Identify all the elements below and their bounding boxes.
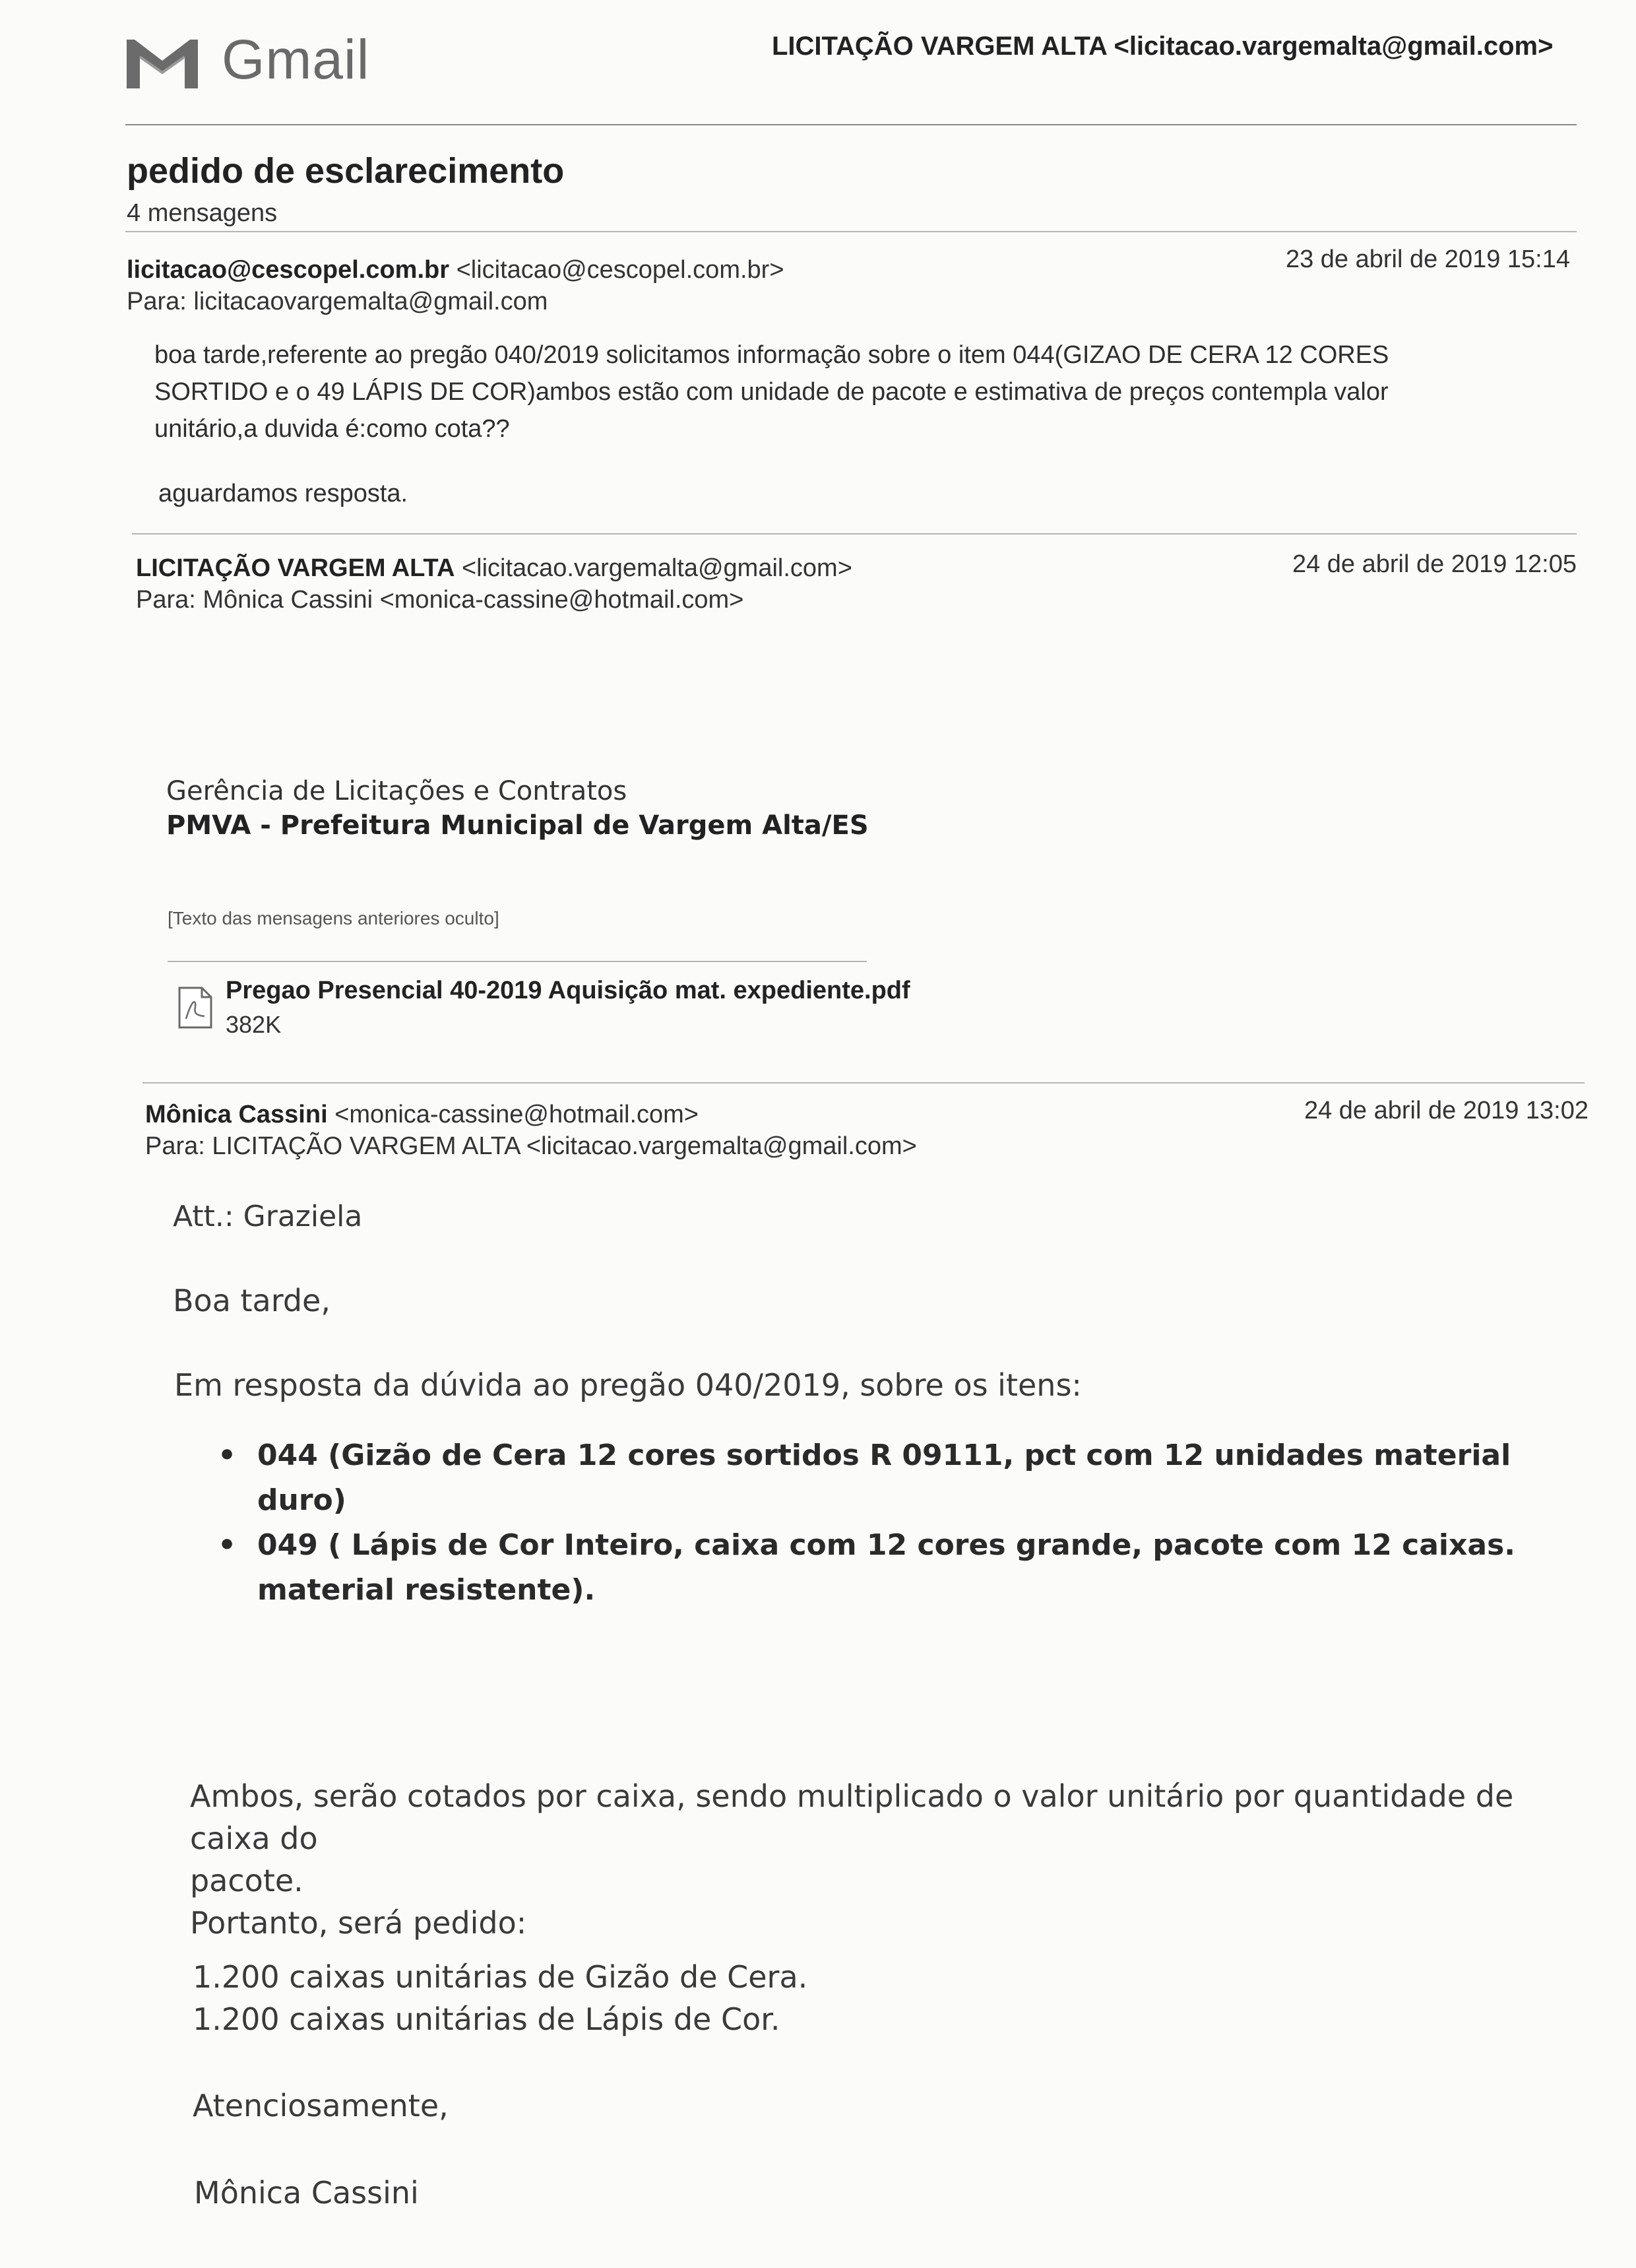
message-divider — [142, 1082, 1585, 1084]
thread-subject: pedido de esclarecimento — [127, 151, 565, 191]
header-divider — [125, 124, 1577, 125]
list-item: • 049 ( Lápis de Cor Inteiro, caixa com 12 cores grande, pacote com 12 caixas. material resistente). — [218, 1523, 1570, 1613]
sender-address: <licitacao.vargemalta@gmail.com> — [461, 554, 852, 582]
message-2-recipient: Para: Mônica Cassini <monica-cassine@hotmail.com> — [136, 586, 744, 614]
signature-department: Gerência de Licitações e Contratos — [166, 776, 627, 806]
greeting: Boa tarde, — [173, 1283, 330, 1318]
attachment-name[interactable]: Pregao Presencial 40-2019 Aquisição mat. expediente.pdf — [226, 977, 910, 1004]
sender-name: LICITAÇÃO VARGEM ALTA — [136, 554, 455, 582]
subject-divider — [125, 231, 1577, 232]
message-1-recipient: Para: licitacaovargemalta@gmail.com — [127, 288, 548, 315]
message-1-sender[interactable] — [127, 256, 784, 284]
message-2-sender[interactable] — [136, 554, 852, 583]
quoted-text-toggle[interactable]: [Texto das mensagens anteriores oculto] — [168, 908, 499, 928]
message-3-sender[interactable] — [145, 1101, 699, 1129]
item-list — [218, 1433, 1570, 1613]
message-3-recipient: Para: LICITAÇÃO VARGEM ALTA <licitacao.vargemalta@gmail.com> — [145, 1132, 917, 1160]
message-1-closing: aguardamos resposta. — [158, 480, 408, 507]
answer-line: Portanto, será pedido: — [190, 1905, 527, 1941]
answer-line: Ambos, serão cotados por caixa, sendo multiplicado o valor unitário por quantidade de caixa do — [190, 1778, 1514, 1856]
answer-paragraph — [190, 1775, 1589, 1944]
answer-line: pacote. — [190, 1863, 303, 1898]
sender-name: Mônica Cassini — [145, 1101, 328, 1128]
sender-address: <monica-cassine@hotmail.com> — [334, 1101, 699, 1128]
attention-line: Att.: Graziela — [173, 1200, 363, 1233]
message-3-date: 24 de abril de 2019 13:02 — [1304, 1097, 1589, 1124]
gmail-envelope-icon — [123, 32, 202, 91]
quantity-line: 1.200 caixas unitárias de Gizão de Cera. — [193, 1959, 808, 1995]
sender-signature: Mônica Cassini — [194, 2175, 419, 2211]
body-line: unitário,a duvida é:como cota?? — [154, 415, 510, 443]
message-divider — [132, 533, 1577, 535]
attachment-divider — [168, 961, 867, 962]
message-1-date: 23 de abril de 2019 15:14 — [1285, 245, 1570, 273]
attachment-size: 382K — [226, 1011, 282, 1038]
gmail-logo — [123, 25, 387, 98]
message-2-date: 24 de abril de 2019 12:05 — [1292, 550, 1577, 578]
sender-name: licitacao@cescopel.com.br — [127, 256, 450, 284]
body-line: SORTIDO e o 49 LÁPIS DE COR)ambos estão com unidade de pacote e estimativa de preços contempla valor — [154, 378, 1389, 406]
sender-address: <licitacao@cescopel.com.br> — [456, 256, 784, 284]
body-line: boa tarde,referente ao pregão 040/2019 solicitamos informação sobre o item 044(GIZAO DE CERA 12 CORES — [154, 341, 1389, 369]
reply-intro: Em resposta da dúvida ao pregão 040/2019, sobre os itens: — [174, 1367, 1082, 1403]
message-1-body — [154, 337, 1540, 447]
message-count: 4 mensagens — [127, 199, 278, 227]
quantity-list — [193, 1956, 807, 2040]
pdf-file-icon — [177, 986, 216, 1029]
gmail-wordmark: Gmail — [222, 28, 370, 90]
signature-organization: PMVA - Prefeitura Municipal de Vargem Alta/ES — [166, 810, 869, 841]
list-item: • 044 (Gizão de Cera 12 cores sortidos R 09111, pct com 12 unidades material duro) — [218, 1433, 1570, 1523]
closing-regards: Atenciosamente, — [193, 2088, 449, 2123]
account-identity: LICITAÇÃO VARGEM ALTA <licitacao.vargemalta@gmail.com> — [772, 32, 1554, 61]
quantity-line: 1.200 caixas unitárias de Lápis de Cor. — [193, 2001, 780, 2037]
